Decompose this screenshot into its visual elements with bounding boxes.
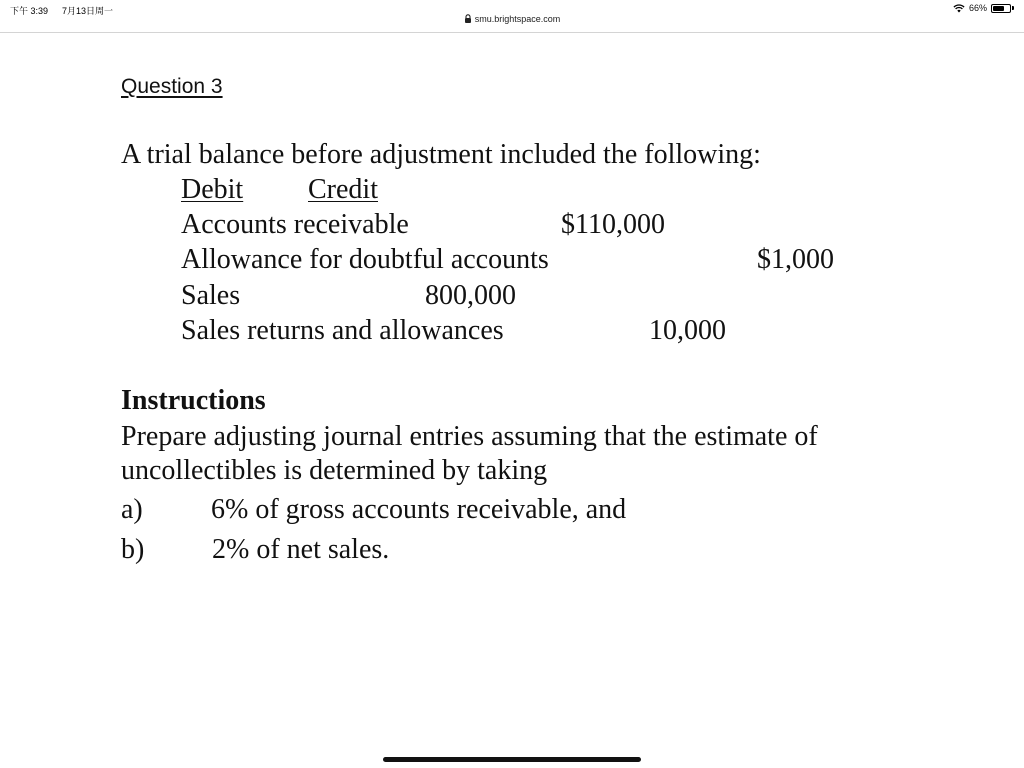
row-amount-sales: 800,000 <box>425 280 516 311</box>
instructions-heading: Instructions <box>121 385 266 416</box>
wifi-icon <box>953 4 965 13</box>
item-label-a: a) <box>121 494 143 525</box>
instructions-line-1: Prepare adjusting journal entries assuming that the estimate of <box>121 421 818 452</box>
row-amount-allowance: $1,000 <box>757 244 834 275</box>
status-date: 7月13日周一 <box>62 6 114 16</box>
item-label-b: b) <box>121 534 145 565</box>
header-divider <box>0 32 1024 33</box>
row-account-sales-returns: Sales returns and allowances <box>181 315 504 346</box>
row-account-allowance: Allowance for doubtful accounts <box>181 244 549 275</box>
lock-icon <box>464 14 472 23</box>
row-amount-sales-returns: 10,000 <box>649 315 726 346</box>
url-bar[interactable] <box>0 14 1024 24</box>
battery-tip <box>1012 6 1014 10</box>
header-debit: Debit <box>181 174 244 205</box>
row-amount-accounts-receivable: $110,000 <box>561 209 665 240</box>
item-text-a: 6% of gross accounts receivable, and <box>211 494 627 525</box>
question-intro: A trial balance before adjustment included the following: <box>121 139 761 170</box>
row-account-accounts-receivable: Accounts receivable <box>181 209 409 240</box>
row-account-sales: Sales <box>181 280 241 311</box>
url-domain[interactable]: smu.brightspace.com <box>474 14 561 24</box>
battery-fill <box>993 6 1004 11</box>
item-text-b: 2% of net sales. <box>212 534 390 565</box>
home-indicator[interactable] <box>383 757 641 762</box>
status-indicators <box>953 3 1014 13</box>
instructions-line-2: uncollectibles is determined by taking <box>121 455 548 486</box>
battery-percent: 66% <box>968 3 987 13</box>
question-title[interactable]: Question 3 <box>121 75 223 98</box>
battery-icon <box>991 4 1011 13</box>
status-time: 下午 3:39 <box>10 6 49 16</box>
header-credit: Credit <box>308 174 378 205</box>
